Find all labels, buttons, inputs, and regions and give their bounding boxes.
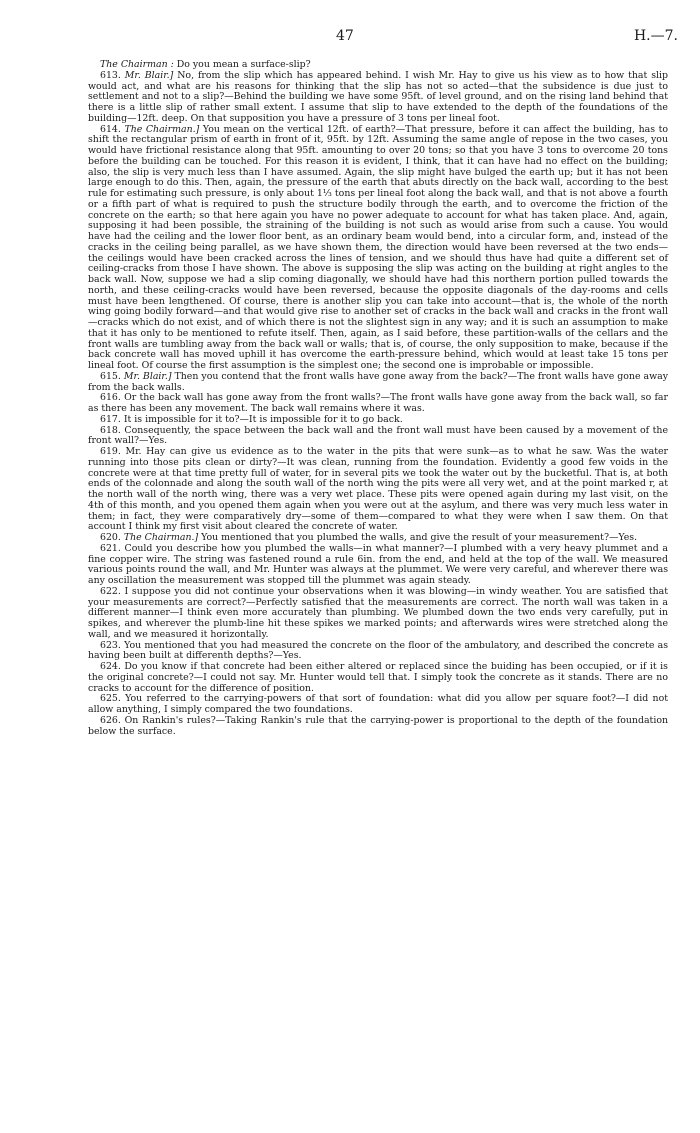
paragraph <box>88 393 668 415</box>
paragraph-text: 621. Could you describe how you plumbed the walls—in what manner?—I plumbed with a very heavy plummet and a fine copper wire. The string was fastened round a rule 6in. from the end, and held at the top of the wall. We measured various points round the wall, and Mr. Hunter was always at the plummet. We were very careful, and wherever there was any oscillation the measurement was stopped till the plummet was again steady. <box>88 542 668 586</box>
paragraph-text: You mentioned that you plumbed the walls, and give the result of your measurement?—Yes. <box>198 532 638 543</box>
paragraph-text: 618. Consequently, the space between the back wall and the front wall must have been caused by a movement of the front wall?—Yes. <box>88 424 668 447</box>
paragraph-text: Then you contend that the front walls have gone away from the back?—The front walls have gone away from the back walls. <box>88 370 668 393</box>
paragraph <box>88 71 668 125</box>
paragraph <box>88 587 668 641</box>
paragraph <box>88 426 668 448</box>
question-number: 615. <box>100 370 124 382</box>
speaker: Mr. Blair.] <box>124 69 174 81</box>
document-reference: H.—7. <box>633 28 678 44</box>
paragraph <box>88 372 668 394</box>
paragraph <box>88 447 668 533</box>
paragraph-text: 622. I suppose you did not continue your observations when it was blowing—in windy weather. You are satisfied that your measurements are correct?—Perfectly satisfied that the measurements are correct. The north wall was taken in a different manner—I think even more accurately than plumbing. We plumbed down the two ends very carefully, put in spikes, and wherever the plumb-line hit these spikes we marked points; and afterwards wires were stretched along the wall, and we measured it horizontally. <box>88 585 668 640</box>
question-number: 614. <box>100 123 125 135</box>
paragraph <box>88 125 668 372</box>
speaker: Mr. Blair.] <box>123 370 172 382</box>
paragraph-text: 626. On Rankin's rules?—Taking Rankin's rule that the carrying-power is proportional to the depth of the foundation below the surface. <box>88 714 668 737</box>
paragraph-text: 616. Or the back wall has gone away from the front walls?—The front walls have gone away from the back wall, so far as there has been any movement. The back wall remains where it was. <box>88 392 668 414</box>
paragraph-text: 617. It is impossible for it to?—It is impossible for it to go back. <box>100 413 403 425</box>
paragraph <box>88 662 668 694</box>
paragraph <box>88 544 668 587</box>
paragraph <box>88 694 668 716</box>
speaker: The Chairman : <box>100 59 174 70</box>
question-number: 613. <box>100 69 125 81</box>
evidence-text <box>88 60 668 737</box>
paragraph-text: Do you mean a surface-slip? <box>173 59 311 70</box>
paragraph-text: 623. You mentioned that you had measured the concrete on the floor of the ambulatory, and described the concrete as having been built at differenth depths?—Yes. <box>88 639 668 662</box>
page-number: 47 <box>336 28 354 44</box>
paragraph-text: 625. You referred to the carrying-powers of that sort of foundation: what did you allow per square foot?—I did not allow anything, I simply compared the two foundations. <box>88 693 668 715</box>
speaker: The Chairman.] <box>123 532 199 543</box>
paragraph-text: 619. Mr. Hay can give us evidence as to the water in the pits that were sunk—as to what he saw. Was the water running into those pits clean or dirty?—It was clean, running from the foundation. Evidently a good few voids in the concrete were at that time pretty full of water, for in several pits we took the water out by the bucketful. That is, at both ends of the colonnade and along the south wall of the north wing the pits were all very wet, and at the point marked r, at the north wall of the north wing, there was a very wet place. These pits were opened again during my last visit, on the 4th of this month, and you opened them again when you were out at the asylum, and there was very much less water in them; in fact, they were comparatively dry—some of them—compared to what they were when I saw them. On that account I think my first visit about cleared the concrete of water. <box>88 446 668 533</box>
paragraph-text: No, from the slip which has appeared behind. I wish Mr. Hay to give us his view as to how that slip would act, and what are his reasons for thinking that the slip has not so acted—that the subsidence is due just to settlement and not to a slip?—Behind the building we have some 95ft. of level ground, and on the rising land behind that there is a little slip of rather small extent. I assume that slip to have extended to the depth of the foundations of the building—12ft. deep. On that supposition you have a pressure of 3 tons per lineal foot. <box>88 69 669 124</box>
paragraph <box>88 716 668 738</box>
paragraph <box>88 641 668 663</box>
paragraph-text: You mean on the vertical 12ft. of earth?—That pressure, before it can affect the building, has to shift the rectangular prism of earth in front of it, 95ft. by 12ft. Assuming the same angle of repose in the two cases, you would have frictional resistance along that 95ft. amounting to over 20 tons; so that you have 3 tons to overcome 20 tons before the building can be touched. For this reason it is evident, I think, that it can have had no effect on the building; also, the slip is very much less than I have assumed. Again, the slip might have bulged the earth up; but it has not been large enough to do this. Then, again, the pressure of the earth that abuts directly on the back wall, according to the best rule for estimating such pressure, is only about 1⅓ tons per lineal foot along the back wall, and that is not above a fourth or a fifth part of what is required to push the structure bodily through the earth, and to overcome the friction of the concrete on the earth; so that here again you have no power adequate to account for what has taken place. And, again, supposing it had been possible, the straining of the building is not such as would arise from such a cause. You would have had the ceiling and the lower floor bent, as an ordinary beam would bend, into a circular form, and, instead of the cracks in the ceiling being parallel, as we have shown them, the direction would have been reversed at the two ends—the ceilings would have been cracked across the lines of tension, and we should thus have had quite a different set of ceiling-cracks from those I have shown. The above is supposing the slip was acting on the building at right angles to the back wall. Now, suppose we had a slip coming diagonally, we should have had this northern portion pulled towards the north, and these ceiling-cracks would have been reversed, because the opposite diagonals of the day-rooms and cells must have been lengthened. Of course, there is another slip you can take into account—that is, the whole of the north wing going bodily forward—and that would give rise to another set of cracks in the back wall and cracks in the front wall—cracks which do not exist, and of which there is not the slightest sign in any way; and it is such an assumption to make that it has only to be mentioned to refute itself. Then, again, as I said before, these partition-walls of the cellars and the front walls are tumbling away from the back wall or walls; that is, of course, the only supposition to make, because if the back concrete wall has moved uphill it has overcome the earth-pressure behind, which would at least take 15 tons per lineal foot. Of course the first assumption is the simplest one; the second one is improbable or impossible. <box>88 123 668 371</box>
paragraph-text: 624. Do you know if that concrete had been either altered or replaced since the buiding has been occupied, or if it is the original concrete?—I could not say. Mr. Hunter would tell that. I simply took the concrete as it stands. There are no cracks to account for the difference of position. <box>88 661 668 694</box>
page-header <box>0 28 700 48</box>
speaker: The Chairman.] <box>124 123 200 135</box>
question-number: 620. <box>100 532 124 543</box>
